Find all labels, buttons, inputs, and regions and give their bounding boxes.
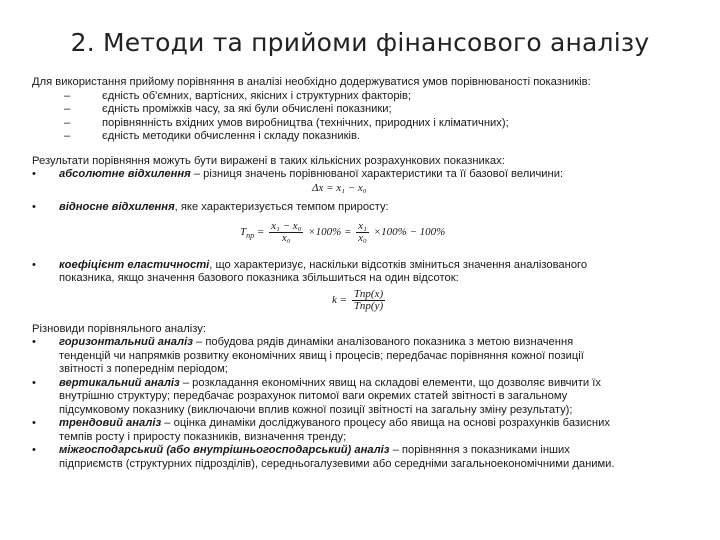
formula-growth-rate: $T_{пр}$ = $\frac{\text{x₁ − x₀}}{\text{x₀}}$ ×100% = $\frac{\text{x₁}}{\text{x₀}}$ ×100% − 100% xyxy=(240,219,446,244)
condition-item: – єдність об'ємних, вартісних, якісних і структурних факторів; xyxy=(32,90,712,104)
dash-marker: – xyxy=(64,89,71,102)
type-item: • горизонтальний аналіз – побудова рядів динаміки аналізованого показника з метою визначення xyxy=(32,336,574,348)
type-item: • міжгосподарський (або внутрішньогосподарський) аналіз – порівняння з показниками інших xyxy=(32,444,570,456)
page-title: 2. Методи та прийоми фінансового аналізу xyxy=(70,28,650,57)
result-item-cont: показника, якщо значення базового показника збільшиться на один відсоток: xyxy=(59,272,459,284)
result-item: • коефіцієнт еластичності, що характеризує, наскільки відсотків зміниться значення аналізованого xyxy=(32,258,588,271)
dash-marker: – xyxy=(64,130,71,142)
bullet-marker: • xyxy=(32,336,36,348)
result-item: • відносне відхилення, яке характеризується темпом приросту: xyxy=(32,201,389,213)
bullet-marker: • xyxy=(32,417,36,429)
fraction: $\frac{\text{x₁ − x₀}}{\text{x₀}}$ xyxy=(271,219,302,244)
type-item: • трендовий аналіз – оцінка динаміки досліджуваного процесу або явища на основі розрахунків базисних xyxy=(32,417,610,429)
formula-elasticity: k = $\frac{\text{Tпр(x)}}{\text{Tпр(y)}}$ xyxy=(332,287,384,312)
bullet-marker: • xyxy=(32,258,36,271)
bullet-marker: • xyxy=(32,376,36,389)
condition-item: – єдність методики обчислення і складу показників. xyxy=(32,130,712,144)
condition-item: – порівнянність вхідних умов виробництва (технічних, природних і кліматичних); xyxy=(32,117,712,131)
fraction: $\frac{\text{Tпр(x)}}{\text{Tпр(y)}}$ xyxy=(353,287,384,312)
bullet-marker: • xyxy=(32,168,36,180)
types-heading: Різновиди порівняльного аналізу: xyxy=(32,322,206,335)
dash-marker: – xyxy=(64,116,71,129)
content-body: Для використання прийому порівняння в аналізі необхідно додержуватися умов порівнюваності показників: – єдність об'ємних, вартісних, якісних і структурних факторів; – єдність проміжків часу, за які були обчислені показники; – порівнянність вхідних умов виробництва (технічних, природних і кліматичних); – єдність методики обчислення і складу показників. Результати порівняння можуть бути виражені в таких кількісних розрахункових показниках: • абсолютне відхилення – різниця значень порівнюваної характеристики та її базової величини: Δx = x₁ − x₀ • відносне відхилення, яке характеризується темпом приросту: $T_{пр}$ = $\frac{\text{x₁ − x₀}}{\text{x₀}}$ ×100% = $\frac{\text{x₁}}{\text{x₀}}$ ×100% − 100% • коефіцієнт еластичності, що характеризує, наскільки відсотків зміниться значення аналізованого показника, якщо значення базового показника збільшиться на один відсоток: k = $\frac{\text{Tпр(x)}}{\text{Tпр(y)}}$ Різновиди порівняльного аналізу: • горизонтальний аналіз – побудова рядів динаміки аналізованого показника з метою визначення тенденцій чи напрямків розвитку економічних явищ і процесів; передбачає порівняння кожної позиції звітності з попереднім періодом; • вертикальний аналіз – розкладання економічних явищ на складові елементи, що дозволяє вивчити їх внутрішню структуру; передбачає розрахунок питомої ваги окремих статей звітності в загальному підсумковому показнику (виключаючи вплив кожної позиції звітності на загальну зміну результату); • трендовий аналіз – оцінка динаміки досліджуваного процесу або явища на основі розрахунків базисних темпів росту і приросту показників, визначення тренду; • міжгосподарський (або внутрішньогосподарський) аналіз – порівняння з показниками інших підприємств (структурних підрозділів), середньогалузевими або середніми загальноекономічними даними. xyxy=(32,76,712,471)
condition-item: – єдність проміжків часу, за які були обчислені показники; xyxy=(32,103,712,117)
result-item: • абсолютне відхилення – різниця значень порівнюваної характеристики та її базової величини: xyxy=(32,168,564,180)
intro-text: Для використання прийому порівняння в аналізі необхідно додержуватися умов порівнюваності показників: xyxy=(32,76,591,88)
formula-abs-deviation: Δx = x₁ − x₀ xyxy=(312,181,367,194)
results-heading: Результати порівняння можуть бути виражені в таких кількісних розрахункових показниках: xyxy=(32,154,505,167)
fraction: $\frac{\text{x₁}}{\text{x₀}}$ xyxy=(358,219,367,244)
dash-marker: – xyxy=(64,103,71,115)
bullet-marker: • xyxy=(32,444,36,456)
bullet-marker: • xyxy=(32,201,36,213)
type-item: • вертикальний аналіз – розкладання економічних явищ на складові елементи, що дозволяє вивчити їх xyxy=(32,376,601,389)
